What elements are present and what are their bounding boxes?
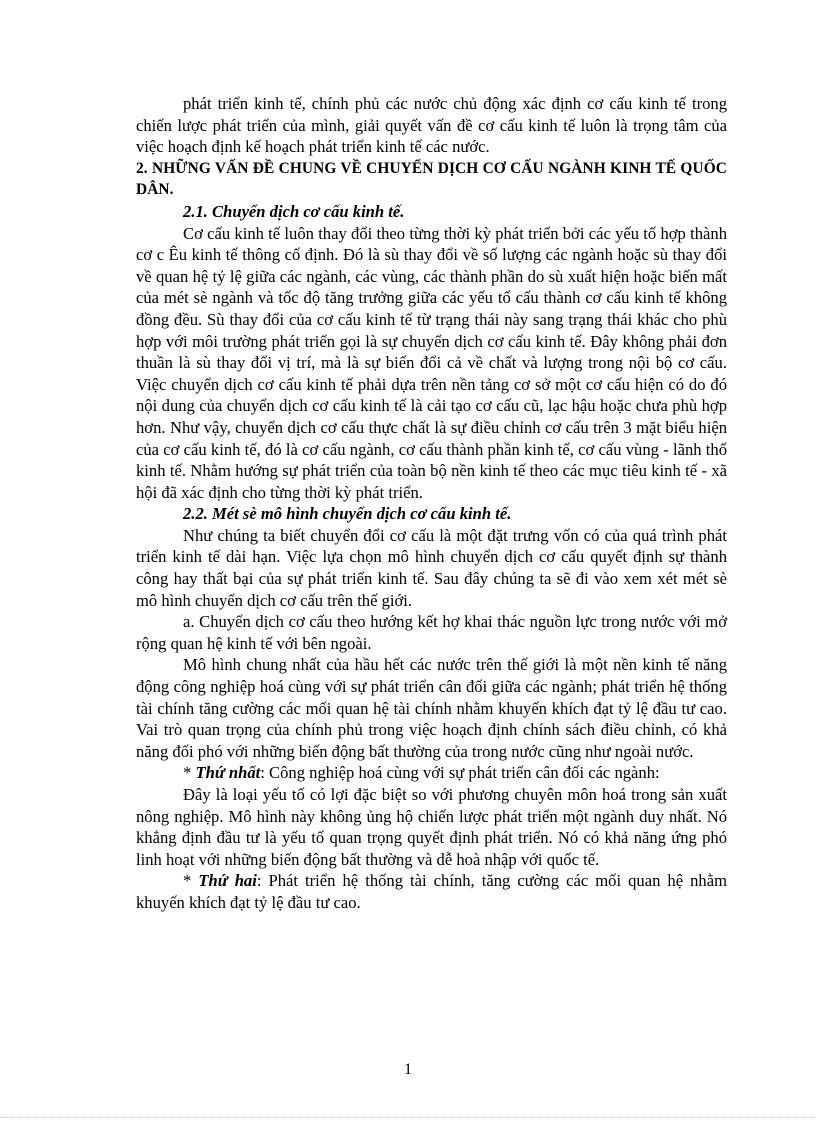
subsection-heading-2-1: 2.1. Chuyển dịch cơ cấu kinh tế. bbox=[183, 201, 405, 221]
first-point-lead: Thứ nhất bbox=[195, 763, 261, 783]
first-point-text: : Công nghiệp hoá cùng với sự phát triển cân đối các ngành: bbox=[260, 763, 660, 783]
paragraph-first-point bbox=[136, 762, 727, 784]
page-bottom-divider bbox=[0, 1117, 816, 1118]
paragraph-structural-change: Cơ cấu kinh tế luôn thay đổi theo từng thời kỳ phát triển bởi các yếu tố hợp thành cơ c Êu kinh tế thông cố định. Đó là sù thay đổi về số lượng các ngành hoặc sù thay đổi về quan hệ tỷ lệ giữa các ngành, các vùng, các thành phần do sù xuất hiện hoặc biến mất của mét sè ngành và tốc độ tăng trưởng giữa các yếu tố cấu thành cơ cấu kinh tế không đồng đều. Sù thay đổi của cơ cấu kinh tế từ trạng thái này sang trạng thái khác cho phù hợp với môi trường phát triển gọi là sự chuyển dịch cơ cấu kinh tế. Đây không phải đơn thuần là sù thay đổi vị trí, mà là sự biến đổi cả về chất và lượng trong nội bộ cơ cấu. Việc chuyển dịch cơ cấu kinh tế phải dựa trên nền tảng cơ sở một cơ cấu hiện có do đó nội dung của chuyển dịch cơ cấu kinh tế là cải tạo cơ cấu cũ, lạc hậu hoặc chưa phù hợp hơn. Như vậy, chuyển dịch cơ cấu thực chất là sự điều chỉnh cơ cấu trên 3 mặt biểu hiện của cơ cấu kinh tế, đó là cơ cấu ngành, cơ cấu thành phần kinh tế, cơ cấu vùng - lãnh thổ kinh tế. Nhằm hướng sự phát triển của toàn bộ nền kinh tế theo các mục tiêu kinh tế - xã hội đã xác định cho từng thời kỳ phát triển. bbox=[136, 223, 727, 502]
subsection-heading-2-2: 2.2. Mét sè mô hình chuyển dịch cơ cấu kinh tế. bbox=[183, 504, 512, 524]
paragraph-second-point bbox=[136, 870, 727, 913]
bullet-prefix: * bbox=[183, 763, 196, 783]
paragraph-first-point-detail: Đây là loại yếu tố có lợi đặc biệt so với phương chuyên môn hoá trong sản xuất nông nghiệp. Mô hình này không ủng hộ chiến lược phát triển một ngành duy nhất. Nó khẳng định đầu tư là yếu tố quan trọng quyết định phát triển. Nó có khả năng ứng phó linh hoạt với những biến động bất thường và dễ hoà nhập với quốc tế. bbox=[136, 785, 727, 869]
bullet-prefix: * bbox=[183, 871, 199, 891]
second-point-text: : Phát triển hệ thống tài chính, tăng cường các mối quan hệ nhằm khuyến khích đạt tỷ lệ đầu tư cao. bbox=[136, 871, 728, 912]
section-heading-2: 2. NHỮNG VẤN ĐỀ CHUNG VỀ CHUYỂN DỊCH CƠ CẤU NGÀNH KINH TẾ QUỐC DÂN. bbox=[136, 159, 727, 199]
paragraph-intro-continued: phát triển kinh tế, chính phủ các nước chủ động xác định cơ cấu kinh tế trong chiến lược phát triển của mình, giải quyết vấn đề cơ cấu kinh tế luôn là trọng tâm của việc hoạch định kế hoạch phát triển kinh tế các nước. bbox=[136, 94, 727, 157]
paragraph-general-model: Mô hình chung nhất của hầu hết các nước trên thế giới là một nền kinh tế năng động công nghiệp hoá cùng với sự phát triển cân đối giữa các ngành; phát triển hệ thống tài chính tăng cường các mối quan hệ tài chính nhằm khuyến khích đạt tỷ lệ đầu tư cao. Vai trò quan trọng của chính phủ trong việc hoạch định chính sách điều chỉnh, có khả năng đối phó với những biến động bất thường của trong nước cũng như ngoài nước. bbox=[136, 655, 727, 761]
document-body bbox=[136, 93, 727, 914]
second-point-lead: Thứ hai bbox=[198, 871, 257, 891]
page-number: 1 bbox=[404, 1061, 412, 1078]
paragraph-model-a: a. Chuyển dịch cơ cấu theo hướng kết hợ khai thác nguồn lực trong nước với mở rộng quan hệ kinh tế với bên ngoài. bbox=[136, 612, 727, 653]
paragraph-models-intro: Như chúng ta biết chuyển đổi cơ cấu là một đặt trưng vốn có của quá trình phát triển kinh tế dài hạn. Việc lựa chọn mô hình chuyển dịch cơ cấu quyết định sự thành công hay thất bại của sự phát triển kinh tế. Sau đây chúng ta sẽ đi vào xem xét mét sè mô hình chuyển dịch cơ cấu trên thế giới. bbox=[136, 525, 727, 610]
